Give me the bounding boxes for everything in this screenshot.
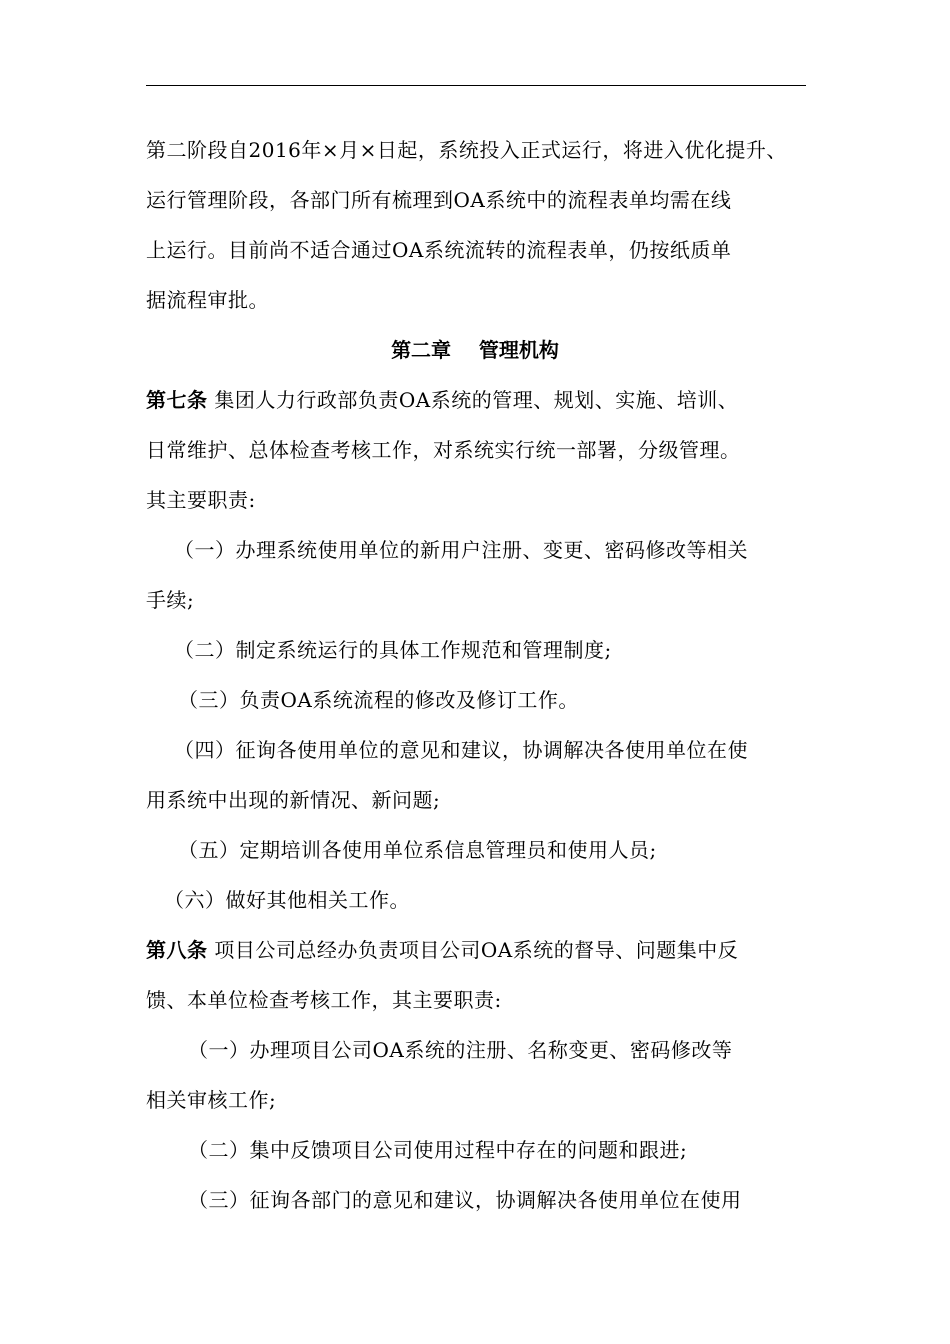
article-7-label: 第七条 — [146, 388, 208, 412]
paragraph-line: 第二阶段自2016年×月×日起，系统投入正式运行，将进入优化提升、 — [146, 138, 787, 162]
paragraph-line: 运行管理阶段，各部门所有梳理到OA系统中的流程表单均需在线 — [146, 188, 732, 212]
list-item: （三）负责OA系统流程的修改及修订工作。 — [178, 688, 579, 712]
list-item: 手续; — [146, 588, 195, 612]
list-item: （一）办理系统使用单位的新用户注册、变更、密码修改等相关 — [174, 538, 748, 562]
article-7-line: 日常维护、总体检查考核工作，对系统实行统一部署，分级管理。 — [146, 438, 741, 462]
list-item: （一）办理项目公司OA系统的注册、名称变更、密码修改等 — [188, 1038, 733, 1062]
article-7-line: 其主要职责: — [146, 488, 256, 512]
header-rule — [146, 85, 806, 86]
list-item: （五）定期培训各使用单位系信息管理员和使用人员; — [178, 838, 657, 862]
paragraph-line: 据流程审批。 — [146, 288, 269, 312]
article-7-line — [146, 387, 738, 413]
article-8-line: 馈、本单位检查考核工作，其主要职责: — [146, 988, 502, 1012]
article-8-label: 第八条 — [146, 938, 208, 962]
list-item: 用系统中出现的新情况、新问题; — [146, 788, 441, 812]
list-item: （二）集中反馈项目公司使用过程中存在的问题和跟进; — [188, 1138, 688, 1162]
list-item: （六）做好其他相关工作。 — [164, 888, 410, 912]
chapter-title: 第二章 管理机构 — [391, 338, 559, 362]
list-item: （三）征询各部门的意见和建议，协调解决各使用单位在使用 — [188, 1188, 742, 1212]
paragraph-line: 上运行。目前尚不适合通过OA系统流转的流程表单，仍按纸质单 — [146, 238, 732, 262]
list-item: （二）制定系统运行的具体工作规范和管理制度; — [174, 638, 612, 662]
article-8-line — [146, 937, 738, 963]
article-7-text: 集团人力行政部负责OA系统的管理、规划、实施、培训、 — [207, 388, 739, 412]
article-8-text: 项目公司总经办负责项目公司OA系统的督导、问题集中反 — [207, 938, 739, 962]
list-item: 相关审核工作; — [146, 1088, 277, 1112]
list-item: （四）征询各使用单位的意见和建议，协调解决各使用单位在使 — [174, 738, 748, 762]
